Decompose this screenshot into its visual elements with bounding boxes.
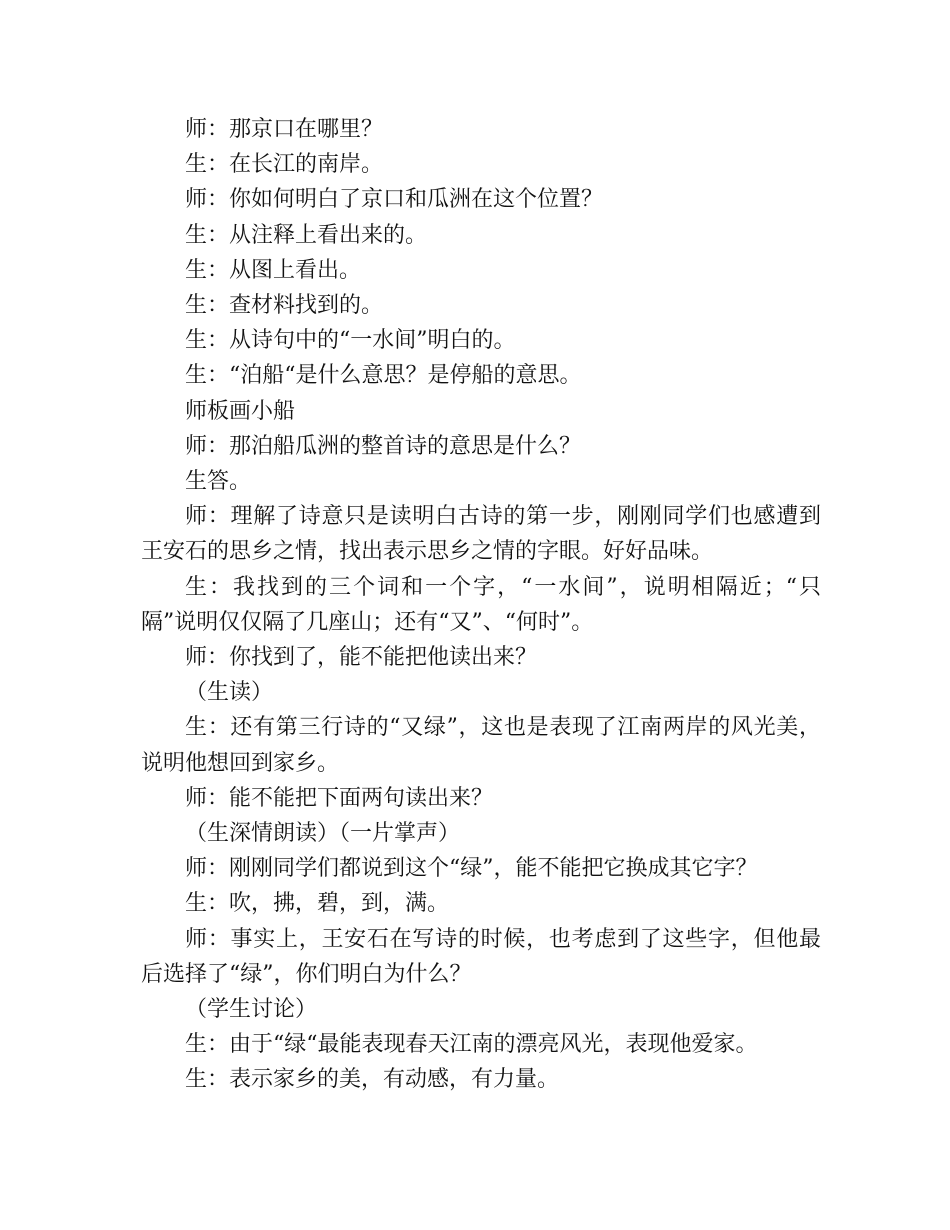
document-body [141, 112, 821, 1098]
paragraph: 生：从图上看出。 [185, 257, 362, 283]
paragraph: 生：“泊船“是什么意思？是停船的意思。 [185, 363, 582, 389]
paragraph: 师板画小船 [185, 398, 296, 424]
paragraph: 生答。 [185, 469, 252, 495]
paragraph: 师：那泊船瓜洲的整首诗的意思是什么？ [185, 433, 582, 459]
paragraph: 生：我找到的三个词和一个字，“一水间”，说明相隔近；“只隔”说明仅仅隔了几座山；还有“又”、“何时”。 [141, 574, 821, 635]
paragraph: 师：刚刚同学们都说到这个“绿”，能不能把它换成其它字？ [185, 856, 758, 882]
paragraph: 师：你如何明白了京口和瓜洲在这个位置？ [185, 187, 604, 213]
paragraph: 生：表示家乡的美，有动感，有力量。 [185, 1067, 560, 1093]
paragraph: 生：查材料找到的。 [185, 293, 384, 319]
paragraph: 生：还有第三行诗的“又绿”，这也是表现了江南两岸的风光美，说明他想回到家乡。 [141, 715, 821, 776]
paragraph: 师：能不能把下面两句读出来？ [185, 785, 494, 811]
paragraph: 生：吹，拂，碧，到，满。 [185, 891, 450, 917]
paragraph: 生：从注释上看出来的。 [185, 222, 428, 248]
paragraph: 师：那京口在哪里？ [185, 117, 384, 142]
paragraph: （学生讨论） [185, 997, 318, 1023]
paragraph: 生：在长江的南岸。 [185, 152, 384, 178]
paragraph: （生深情朗读）（一片掌声） [185, 821, 461, 847]
paragraph: 生：从诗句中的“一水间”明白的。 [185, 328, 516, 354]
paragraph: （生读） [185, 680, 274, 706]
paragraph: 生：由于“绿“最能表现春天江南的漂亮风光，表现他爱家。 [185, 1032, 758, 1058]
paragraph: 师：事实上，王安石在写诗的时候，也考虑到了这些字，但他最后选择了“绿”，你们明白为什么？ [141, 926, 821, 987]
paragraph: 师：你找到了，能不能把他读出来？ [185, 645, 538, 671]
paragraph: 师：理解了诗意只是读明白古诗的第一步，刚刚同学们也感遭到王安石的思乡之情，找出表示思乡之情的字眼。好好品味。 [141, 504, 821, 565]
